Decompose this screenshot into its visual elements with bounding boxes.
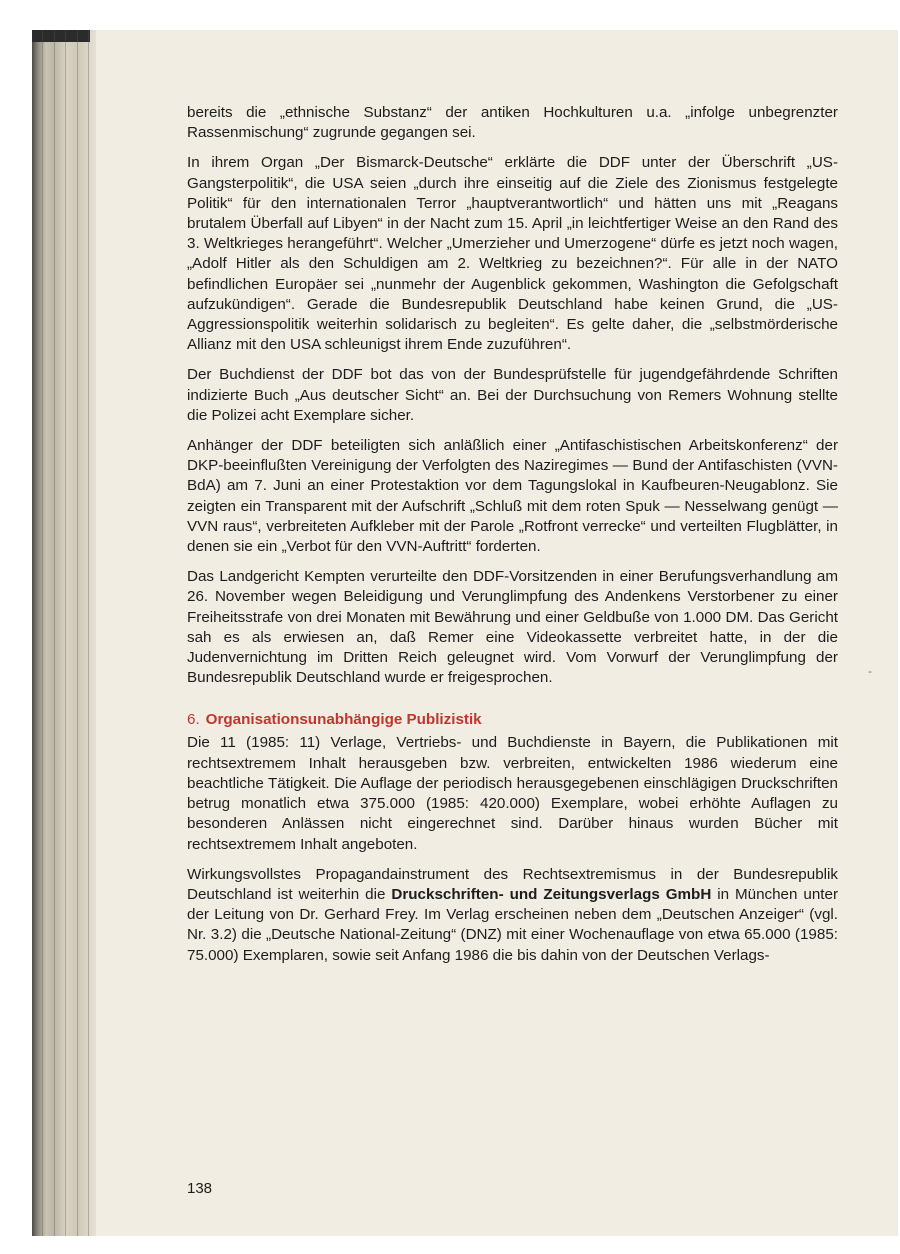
page-number: 138 xyxy=(187,1180,213,1197)
section-number: 6. xyxy=(187,711,200,729)
page-edge-line xyxy=(42,30,43,1236)
page-edge-line xyxy=(77,30,78,1236)
paragraph: Die 11 (1985: 11) Verlage, Vertriebs- und Buchdienste in Bayern, die Publikationen mit rechtsextremem Inhalt herausgeben bzw. verbreiten, entwickelten 1986 wiederum eine beachtliche Tätigkeit. Die Auflage der periodisch herausgegebenen einschlägigen Druckschriften betrug monatlich etwa 375.000 (1985: 420.000) Exemplare, wobei erhöhte Auflagen zu besonderen Anlässen nicht eingerechnet sind. Darüber hinaus wurden Bücher mit rechtsextremem Inhalt angeboten. xyxy=(187,734,838,853)
margin-mark: - xyxy=(868,664,872,678)
paragraph: Der Buchdienst der DDF bot das von der Bundesprüfstelle für jugendgefährdende Schriften indizierte Buch „Aus deutscher Sicht“ an. Bei der Durchsuchung von Remers Wohnung stellte die Polizei acht Exemplare sicher. xyxy=(187,366,838,424)
paragraph: bereits die „ethnische Substanz“ der antiken Hochkulturen u.a. „infolge unbegrenzter Rassenmischung“ zugrunde gegangen sei. xyxy=(187,104,838,142)
page-edge-line xyxy=(54,30,55,1236)
paragraph: In ihrem Organ „Der Bismarck-Deutsche“ erklärte die DDF unter der Überschrift „US-Gangsterpolitik“, die USA seien „durch ihre einseitig auf die Ziele des Zionismus festgelegte Politik“ für den internationalen Terror „hauptverantwortlich“ und hätten uns mit „Reagans brutalem Überfall auf Libyen“ in der Nacht zum 15. April „in leichtfertiger Weise an den Rand des 3. Weltkrieges herangeführt“. Welcher „Umerzieher und Umerzogene“ dürfe es jetzt noch wagen, „Adolf Hitler als den Schuldigen am 2. Weltkrieg zu bezeichnen?“. Für alle in der NATO befindlichen Europäer sei „nunmehr der Augenblick gekommen, Washington die Gefolgschaft aufzukündigen“. Gerade die Bundesrepublik Deutschland habe keinen Grund, die „US-Aggressionspolitik weiterhin solidarisch zu begleiten“. Es gelte daher, die „selbstmörderische Allianz mit den USA schleunigst ihrem Ende zuzuführen“. xyxy=(187,154,838,354)
section-title: Organisationsunabhängige Publizistik xyxy=(205,711,482,729)
spine-shadow-mark xyxy=(32,30,90,42)
paragraph-text: Wirkungsvollstes Propagandainstrument des Rechtsextremismus in der Bundesrepublik Deutschland ist weiterhin die xyxy=(187,865,838,903)
section-heading xyxy=(187,710,838,730)
paragraph-text: in München unter der Leitung von Dr. Gerhard Frey. Im Verlag erscheinen neben dem „Deutschen Anzeiger“ (vgl. Nr. 3.2) die „Deutsche National-Zeitung“ (DNZ) mit einer Wochenauflage von etwa 65.000 (1985: 75.000) Exemplaren, sowie seit Anfang 1986 die bis dahin von der Deutschen Verlags- xyxy=(187,885,838,964)
paragraph: Das Landgericht Kempten verurteilte den DDF-Vorsitzenden in einer Berufungsverhandlung am 26. November wegen Beleidigung und Verunglimpfung des Andenkens Verstorbener zu einer Freiheitsstrafe von drei Monaten mit Bewährung und einer Geldbuße von 1.000 DM. Das Gericht sah es als erwiesen an, daß Remer eine Videokassette verbreitet hatte, in der die Judenvernichtung im Dritten Reich geleugnet wird. Vom Vorwurf der Verunglimpfung der Bundesrepublik Deutschland wurde er freigesprochen. xyxy=(187,568,838,687)
page-edge-line xyxy=(88,30,89,1236)
paragraph xyxy=(187,865,838,966)
page-edge-line xyxy=(65,30,66,1236)
book-spine xyxy=(32,30,96,1236)
paragraph: Anhänger der DDF beteiligten sich anläßlich einer „Antifaschistischen Arbeitskonferenz“ der DKP-beeinflußten Vereinigung der Verfolgten des Naziregimes — Bund der Antifaschisten (VVN-BdA) am 7. Juni an einer Protestaktion vor dem Tagungslokal in Kaufbeuren-Neugablonz. Sie zeigten ein Transparent mit der Aufschrift „Schluß mit dem roten Spuk — Nesselwang genügt — VVN raus“, verbreiteten Aufkleber mit der Parole „Rotfront verrecke“ und verteilten Flugblätter, in denen sie ein „Verbot für den VVN-Auftritt“ forderten. xyxy=(187,437,838,556)
body-text xyxy=(187,103,838,976)
publisher-name: Druckschriften- und Zeitungsverlags GmbH xyxy=(391,885,712,903)
